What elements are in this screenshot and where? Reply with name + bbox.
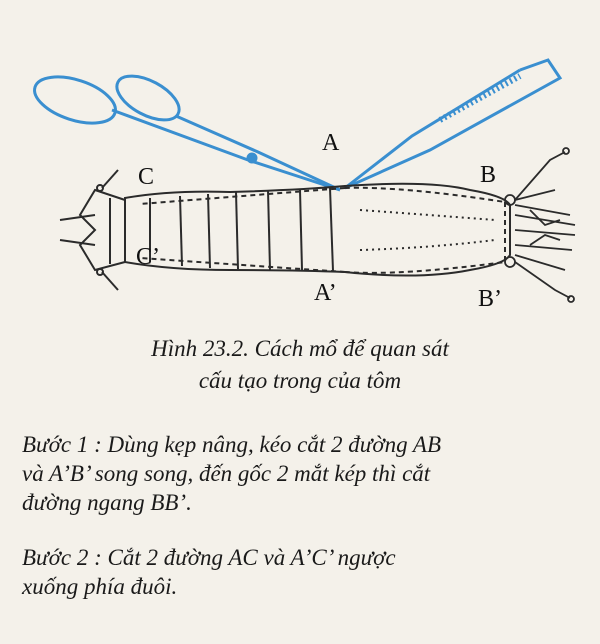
- label-a-prime: A’: [314, 280, 337, 306]
- figure-caption-line-1: Hình 23.2. Cách mổ để quan sát: [151, 336, 449, 361]
- step-2: [22, 543, 588, 601]
- shrimp-body: [125, 184, 510, 276]
- figure-caption-line-2: cấu tạo trong của tôm: [198, 368, 402, 393]
- step-1-line-3: đường ngang BB’.: [22, 490, 192, 515]
- label-b-prime: B’: [478, 286, 502, 312]
- label-a: A: [322, 130, 340, 156]
- tweezers-icon: [345, 60, 560, 188]
- scissors-icon: [29, 67, 340, 190]
- shrimp-dissection-figure: [0, 40, 600, 330]
- shrimp-head-appendages: [505, 148, 575, 302]
- step-2-line-2: xuống phía đuôi.: [22, 574, 178, 599]
- step-1-line-1: Bước 1 : Dùng kẹp nâng, kéo cắt 2 đường AB: [22, 432, 442, 457]
- label-c: C: [138, 164, 155, 190]
- step-1: [22, 430, 588, 517]
- step-2-line-1: Bước 2 : Cắt 2 đường AC và A’C’ ngược: [22, 545, 396, 570]
- shrimp-tail: [60, 170, 125, 290]
- label-c-prime: C’: [136, 244, 160, 270]
- label-b: B: [480, 162, 497, 188]
- step-1-line-2: và A’B’ song song, đến gốc 2 mắt kép thì cắt: [22, 461, 431, 486]
- dissection-illustration: [0, 40, 600, 330]
